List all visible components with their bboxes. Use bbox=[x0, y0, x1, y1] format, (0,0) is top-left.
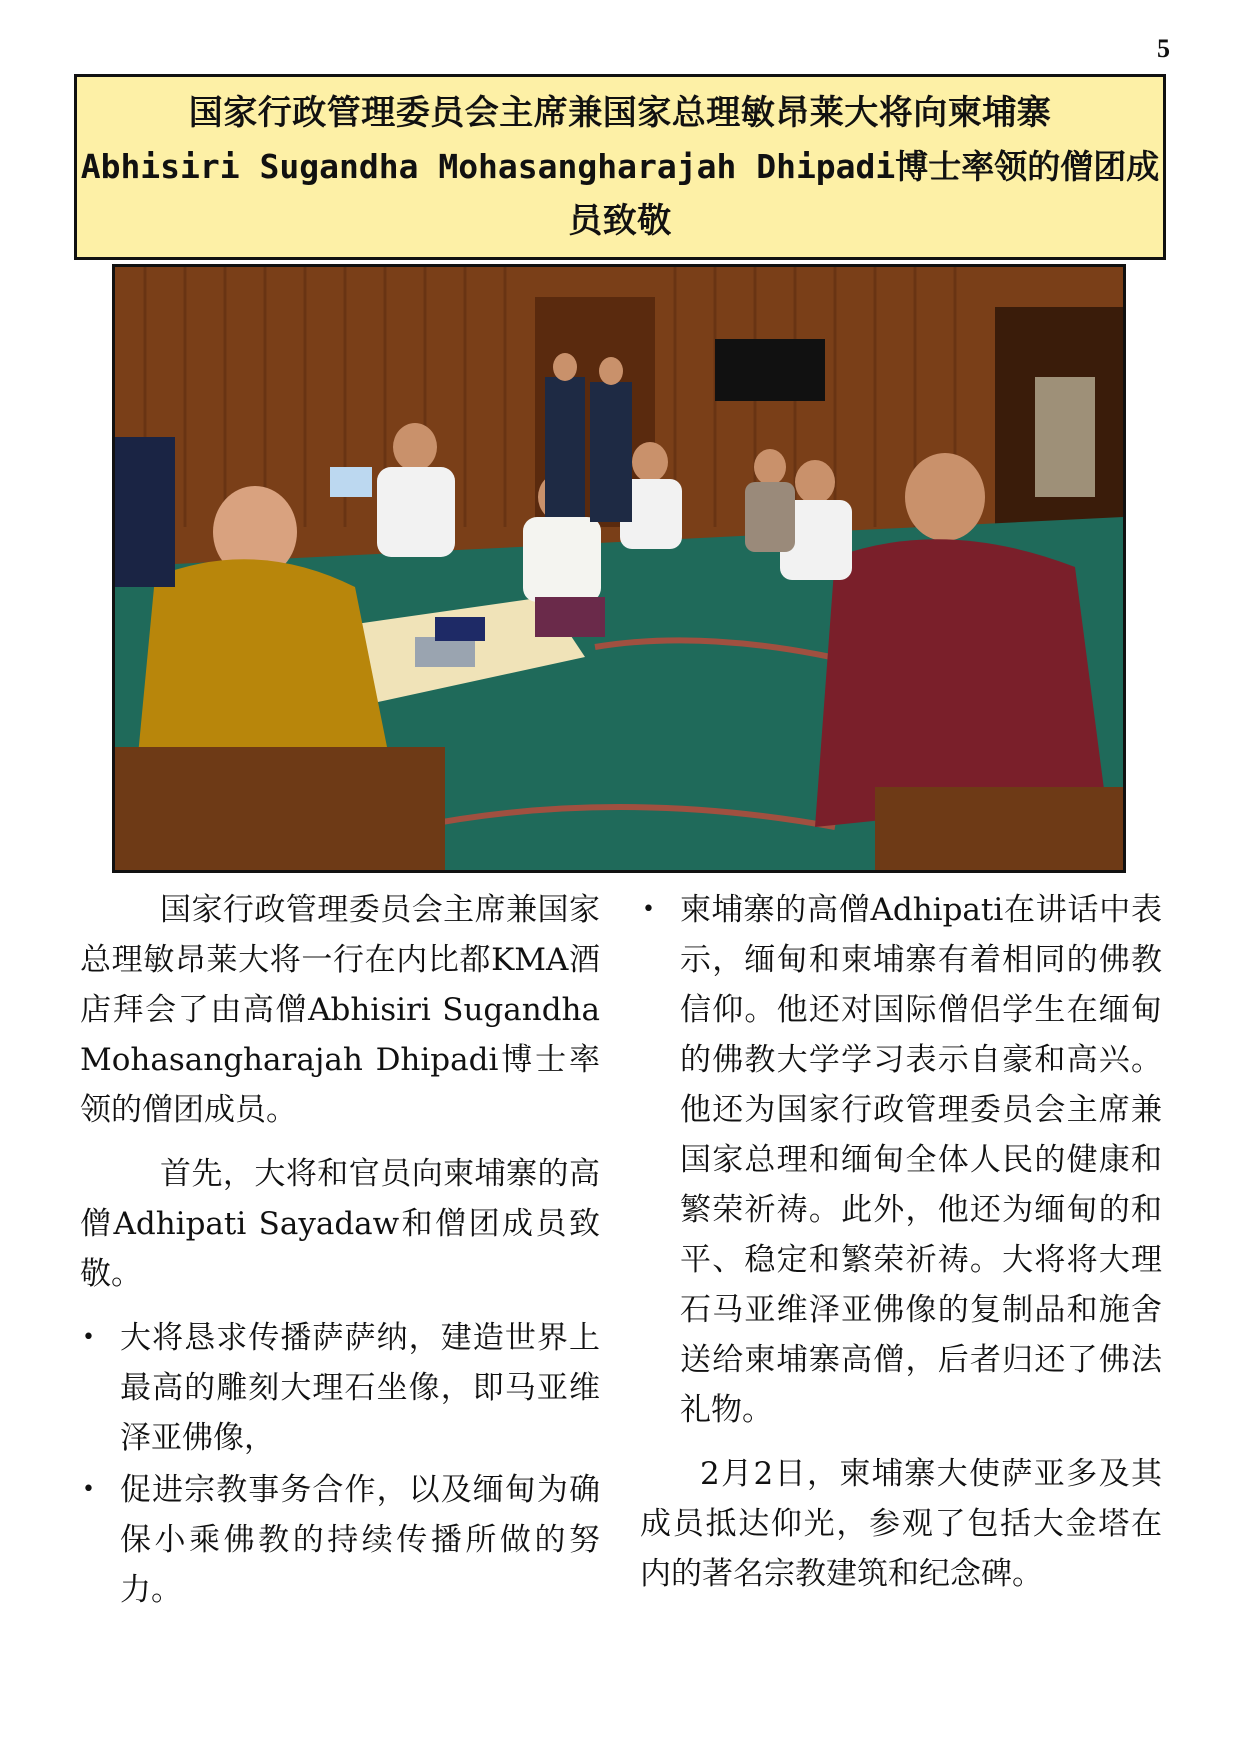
news-photo bbox=[112, 264, 1126, 873]
list-item bbox=[80, 1465, 600, 1615]
bullet-icon: • bbox=[642, 897, 655, 922]
left-column bbox=[80, 885, 600, 1617]
headline-line-1: 国家行政管理委员会主席兼国家总理敏昂莱大将向柬埔寨 bbox=[188, 93, 1052, 133]
intro-paragraph: 国家行政管理委员会主席兼国家总理敏昂莱大将一行在内比都KMA酒店拜会了由高僧Abhisiri Sugandha Mohasangharajah Dhipadi博士率领的僧团成员。 bbox=[80, 892, 600, 1128]
list-item-text: 柬埔寨的高僧Adhipati在讲话中表示，缅甸和柬埔寨有着相同的佛教信仰。他还对国际僧侣学生在缅甸的佛教大学学习表示自豪和高兴。他还为国家行政管理委员会主席兼国家总理和缅甸全体人民的健康和繁荣祈祷。此外，他还为缅甸的和平、稳定和繁荣祈祷。大将将大理石马亚维泽亚佛像的复制品和施舍送给柬埔寨高僧，后者归还了佛法礼物。 bbox=[680, 892, 1162, 1428]
right-column bbox=[640, 885, 1162, 1613]
headline-line-2: Abhisiri Sugandha Mohasangharajah Dhipadi博士率领的僧团成 bbox=[80, 147, 1160, 186]
photo-illustration bbox=[115, 267, 1123, 870]
right-bullet-list bbox=[640, 885, 1162, 1435]
headline-box bbox=[74, 74, 1166, 260]
list-item bbox=[80, 1313, 600, 1463]
list-item-text: 促进宗教事务合作，以及缅甸为确保小乘佛教的持续传播所做的努力。 bbox=[120, 1472, 600, 1608]
page-number: 5 bbox=[1157, 34, 1170, 63]
greeting-paragraph: 首先，大将和官员向柬埔寨的高僧Adhipati Sayadaw和僧团成员致敬。 bbox=[80, 1156, 600, 1292]
visit-paragraph: 2月2日，柬埔寨大使萨亚多及其成员抵达仰光，参观了包括大金塔在内的著名宗教建筑和纪念碑。 bbox=[640, 1456, 1162, 1592]
headline-line-3: 员致敬 bbox=[568, 201, 672, 241]
list-item bbox=[640, 885, 1162, 1435]
list-item-text: 大将恳求传播萨萨纳，建造世界上最高的雕刻大理石坐像，即马亚维泽亚佛像， bbox=[120, 1320, 600, 1456]
left-bullet-list bbox=[80, 1313, 600, 1615]
bullet-icon: • bbox=[82, 1477, 95, 1502]
bullet-icon: • bbox=[82, 1325, 95, 1350]
